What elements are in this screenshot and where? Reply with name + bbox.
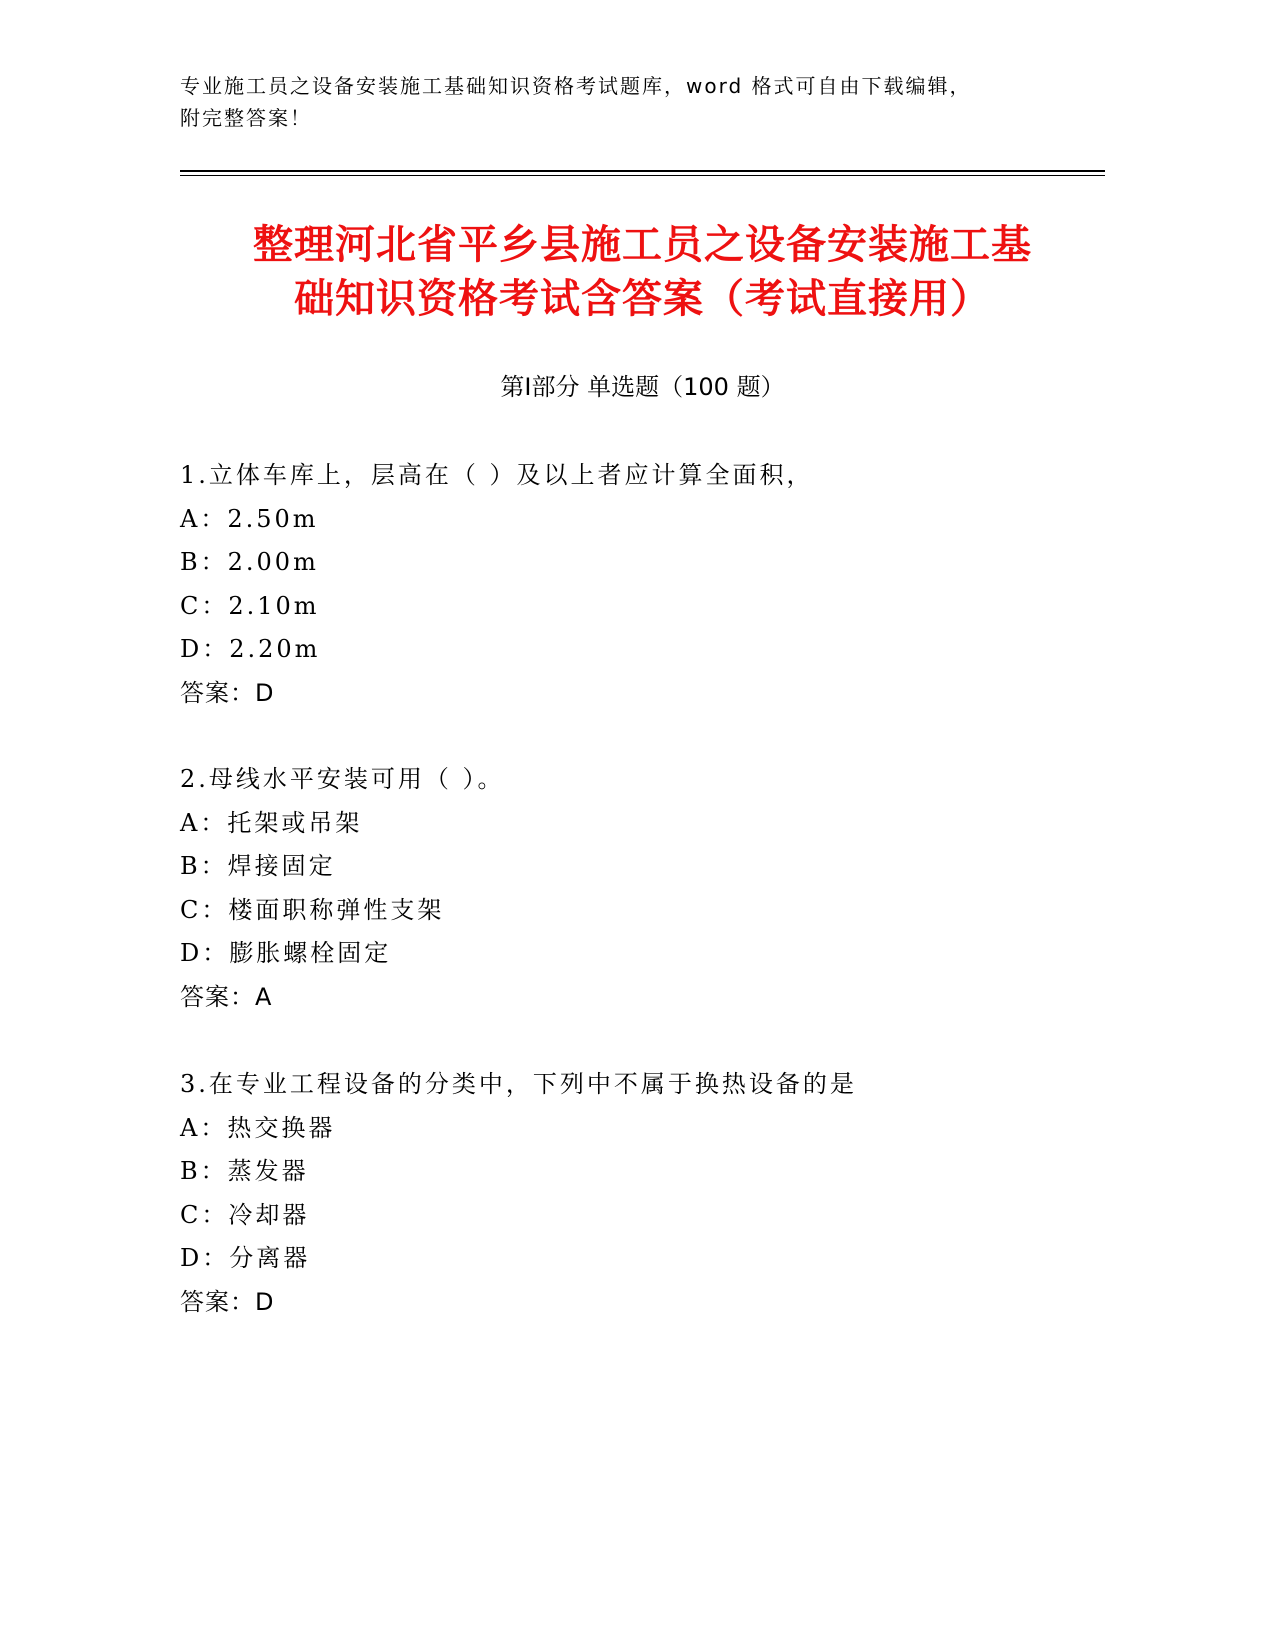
option-d: D：膨胀螺栓固定 <box>180 939 392 968</box>
question-1 <box>180 454 1105 716</box>
question-stem: 1.立体车库上，层高在（ ）及以上者应计算全面积， <box>180 461 814 489</box>
option-a: A：热交换器 <box>180 1113 336 1142</box>
header-line-2: 附完整答案！ <box>180 106 312 130</box>
question-3 <box>180 1063 1105 1325</box>
option-b: B：焊接固定 <box>180 852 336 881</box>
header-divider-thin <box>180 175 1105 176</box>
option-a: A：托架或吊架 <box>180 808 363 837</box>
answer: 答案：D <box>180 678 275 707</box>
question-stem: 2.母线水平安装可用（ ）。 <box>180 765 505 793</box>
option-b: B：蒸发器 <box>180 1157 309 1186</box>
document-header <box>180 70 1105 134</box>
header-divider-thick <box>180 170 1105 172</box>
option-a: A：2.50m <box>180 504 319 533</box>
option-d: D：分离器 <box>180 1244 311 1273</box>
document-title <box>180 218 1105 326</box>
title-line-1: 整理河北省平乡县施工员之设备安装施工基 <box>253 222 1032 268</box>
question-2 <box>180 758 1105 1020</box>
option-c: C：冷却器 <box>180 1200 310 1229</box>
header-line-1: 专业施工员之设备安装施工基础知识资格考试题库，word 格式可自由下载编辑， <box>180 74 972 98</box>
question-stem: 3.在专业工程设备的分类中，下列中不属于换热设备的是 <box>180 1070 857 1098</box>
option-b: B：2.00m <box>180 548 319 577</box>
option-c: C：2.10m <box>180 591 320 620</box>
title-line-2: 础知识资格考试含答案（考试直接用） <box>294 276 991 322</box>
option-c: C：楼面职称弹性支架 <box>180 895 445 924</box>
answer: 答案：D <box>180 1287 275 1316</box>
answer: 答案：A <box>180 982 273 1011</box>
section-heading: 第Ⅰ部分 单选题（100 题） <box>500 373 785 401</box>
option-d: D：2.20m <box>180 635 321 664</box>
